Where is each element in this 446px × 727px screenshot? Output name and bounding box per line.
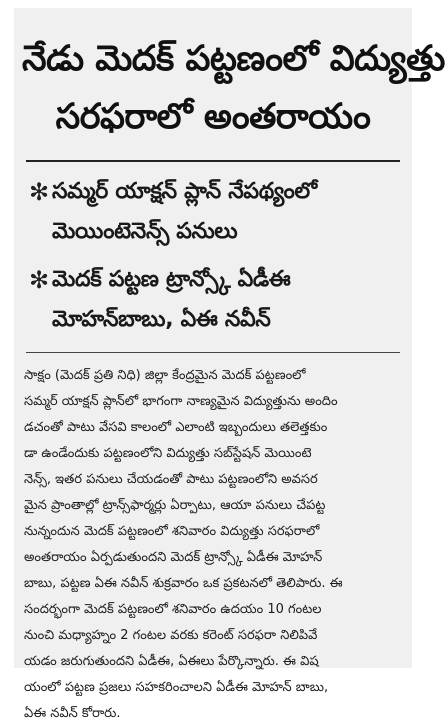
asterisk-icon: ✻ xyxy=(28,178,50,206)
subheadline-bullets xyxy=(26,172,404,340)
body-line: డచంతో పాటు వేసవి కాలంలో ఎలాంటి ఇబ్బందులు తలెత్తకుం xyxy=(24,420,328,435)
body-line: అంతరాయం ఏర్పడుతుందని మెదక్ ట్రాన్స్కో ఏడీఈ మోహన్ xyxy=(24,550,323,565)
body-line: నుంచి మధ్యాహ్నం 2 గంటల వరకు కరెంట్ సరఫరా నిలిపివే xyxy=(24,628,318,643)
bullet-line: మెయింటెనెన్స్ పనులు xyxy=(52,219,238,244)
asterisk-icon: ✻ xyxy=(28,266,50,294)
body-line: యడం జరుగుతుందని ఏడీఈ, ఏఈలు పేర్కొన్నారు. ఈ విష xyxy=(24,654,319,669)
subheadline-bullet-1 xyxy=(26,172,404,252)
body-line: నున్నందున మెదక్ పట్టణంలో శనివారం విద్యుత్తు సరఫరాలో xyxy=(24,524,320,539)
body-line: సాక్షం (మెదక్ ప్రతి నిధి) జిల్లా కేంద్రమైన మెదక్ పట్టణంలో xyxy=(24,368,306,383)
subheadline-bullet-2 xyxy=(26,260,404,340)
headline-line-2: సరఫరాలో అంతరాయం xyxy=(55,97,371,137)
news-clipping xyxy=(14,8,445,721)
bullet-line: సమ్మర్ యాక్షన్ ప్లాన్ నేపథ్యంలో xyxy=(52,179,317,204)
body-line: బాబు, పట్టణ ఏఈ నవీన్ శుక్రవారం ఒక ప్రకటనలో తెలిపారు. ఈ xyxy=(24,576,343,591)
body-line: నెన్స్, ఇతర పనులు చేయడంతో పాటు పట్టణంలోని అవసర xyxy=(24,472,318,487)
headline-divider xyxy=(26,160,400,162)
headline-line-1: నేడు మెదక్ పట్టణంలో విద్యుత్తు xyxy=(22,39,445,79)
bullet-text xyxy=(52,260,290,340)
body-line: సందర్భంగా మెదక్ పట్టణంలో శనివారం ఉదయం 10 గంటల xyxy=(24,602,322,617)
bullet-line: మోహన్‌బాబు, ఏఈ నవీన్ xyxy=(52,307,271,332)
bullet-text xyxy=(52,172,317,252)
bullet-line: మెదక్ పట్టణ ట్రాన్స్కో ఏడీఈ xyxy=(52,267,291,292)
body-line: మైన ప్రాంతాల్లో ట్రాన్స్‌ఫార్మర్లు ఏర్పాటు, ఆయా పనులు చేపట్ట xyxy=(24,498,326,513)
body-line: డా ఉండేందుకు పట్టణంలోని విద్యుత్తు సబ్‌స్టేషన్ మెయింటె xyxy=(24,446,312,461)
headline xyxy=(22,30,445,146)
body-line: యంలో పట్టణ ప్రజలు సహకరించాలని ఏడీఈ మోహన్ బాబు, xyxy=(24,680,329,695)
body-line: ఏఈ నవీన్ కోరారు. xyxy=(24,706,121,721)
body-line: సమ్మర్ యాక్షన్ ప్లాన్‌లో భాగంగా నాణ్యమైన విద్యుత్తును అందిం xyxy=(24,394,338,409)
article-body xyxy=(24,363,402,727)
body-divider xyxy=(26,352,400,353)
